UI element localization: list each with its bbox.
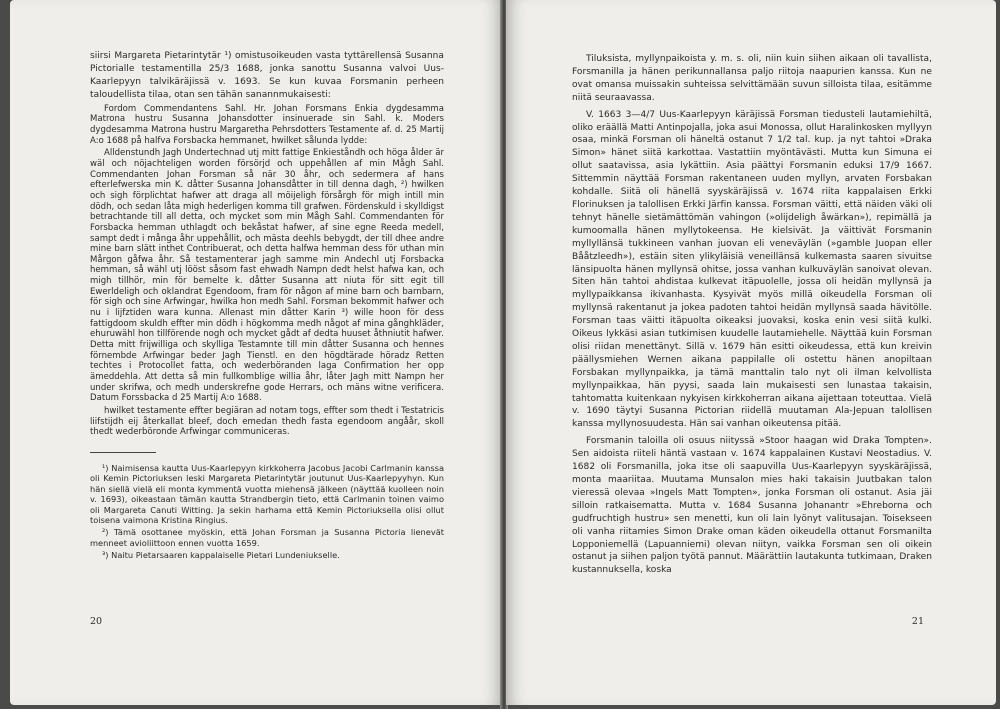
footnote-2: ²) Tämä osottanee myöskin, että Johan Forsman ja Susanna Pictoria lienevät menneet avioliittoon ennen vuotta 1659. — [90, 527, 444, 548]
right-paragraph-1: Tiluksista, myllynpaikoista y. m. s. oli, niin kuin siihen aikaan oli tavallista, Forsmanilla ja hänen perikunnallansa paljo riitoja naapurien kanssa. Kun ne ovat omansa muissakin suhteissa selvittämään suvun silloista tilaa, esitämme niitä seuraavassa. — [572, 54, 932, 103]
footnote-divider — [90, 452, 156, 453]
testament-heading-quote: Fordom Commendantens Sahl. Hr. Johan Forsmans Enkia dygdesamma Matrona hustru Susanna Johansdotter insinuerade sin Sahl. k. Moders dygdesamma Matrona hustru Margaretha Pehrsdotters Testamente af. d. 25 Martij A:o 1688 på halfva Forsbacka hemmanet, hwilket sålunda lydde: — [90, 103, 444, 146]
footnote-1: ¹) Naimisensa kautta Uus-Kaarlepyyn kirkkoherra Jacobus Jacobi Carlmanin kanssa oli Kemin Pictoriuksen leski Margareta Pietarintytär joutunut Uus-Kaarlepyyhyn. Kun hän siellä vielä eli monta kymmentä vuotta miehensä jälkeen (näyttää kuolleen noin v. 1693), oikeastaan tämän kautta Strandbergin tieto, että Carlmanin toinen vaimo oli Margareta Canuti Witting. Ja sekin harhama että Kemin Pictoriuksella olisi ollut toisena vaimona Kristina Ringius. — [90, 462, 444, 525]
page-number-right: 21 — [911, 616, 924, 627]
left-intro-paragraph: siirsi Margareta Pietarintytär ¹) omistusoikeuden vasta tyttärellensä Susanna Pictorialle testamentilla 25/3 1688, jonka sanottu Susanna valvoi Uus-Kaarlepyyn talvikäräjissä v. 1693. Se kun kuvaa Forsmanin perheen taloudellista tilaa, otan sen tähän sanannmukaisesti: — [90, 51, 444, 100]
page-number-left: 20 — [90, 616, 103, 627]
right-page-text — [572, 53, 932, 577]
testament-body-quote: Alldenstundh Jagh Undertechnad utj mitt fattige Enkieståndh och höga ålder är wäl och nöjachteligen worden försörjd och uppehållen af min Mågh Sahl. Commendanten Johan Forsman så när 30 åhr, och sedermera af hans efterlefwerska min K. dåtter Susanna Johansdåtter in till denna dagh, ²) hwilken och sigh förplichtat hafwer att draga all möijeligh försårgh för migh intill min dödh, och sedan låta migh hederligen komma till grafwen. Fördenskuld i skylldigst betrachtande till all detta, och mycket som min Mågh Sahl. Commendanten för Forsbacka hemman uthlagdt och bekåstat hafwer, af sine egne Reeda medell, sampt dedt i många åhr uppehållit, och mästa deehls bebygdt, der till dhee andre mine barn slätt inthet Contribuerat, och detta halfwa hemman dess för uthan min Mårgon gåfwa åhr. Så testamenterar jagh samme min Andechl utj Forsbacka hemman, så wähl utj lööst såsom fast ehwadh Nampn dedt helst hafwa kan, och migh tillhör, min för bemelte k. dåtter Susanna att niuta för sitt egit till Ewerldeligh och oklandrat Egendoom, fram för någon af mine barn och barnbarn, för sigh och sine Arfwingar, hwilka hon medh Sahl. Forsman bekommit hafwer och nu i lijfztiden wara kunna. Allenast min dåtter Karin ³) wille hoon för dess fattigdoom skuldh effter min dödh i högkomma medh något af mina gånghkläder, ehuruwähl hon tillförende nogh och mycket gådt af dedta huuset åthniutit hafwer. Detta mitt frijwilliga och skylliga Testamnte till min dåtter Susanna och hennes förnembde Arfwingar beder Jagh Tienstl. en den högdtärade höradz Retten techtes i Protocollet fatta, och wederböranden laga Confirmation her opp ämeddehla. Att detta så min fullkomblige willia åhr, låter Jagh mitt Nampn her under skrifwa, och medh underskrefne gode Herrars, och mäns witne verificera. Datum Forssbacka d 25 Martij A:o 1688. — [90, 148, 444, 404]
left-page — [10, 0, 502, 705]
right-paragraph-3: Forsmanin taloilla oli osuus niityssä »Stoor haagan wid Draka Tompten». Sen aidoista riiteli häntä vastaan v. 1674 kappalainen Kustavi Neostadius. V. 1682 oli Forsmanilla, joka itse oli saapuvilla Uus-Kaarlepyyn syyskäräjissä, monta maariitaa. Muutama Munsalon mies haki takaisin Juutbakan talon vieressä olevaa »Ingels Matt Tompten», jonka Forsman oli ostanut. Asia jäi silloin ratkaisematta. Mutta v. 1684 Susanna Johanantr »Ehreborna och gudfruchtigh hustru» sen menetti, kun oli lain lyönyt valitusajan. Toisekseen oli vanha riitamies Simon Drake oman käden oikeudella ottanut Forsmanilta Lopponiemellä (Lapuanniemi) olevan niityn, vaikka Forsman sen oli oikein ostanut ja siihen paljon työtä pannut. Määrättiin lautakunta tutkimaan, Draken kustannuksella, koska — [572, 436, 932, 576]
left-page-text — [90, 50, 444, 561]
testament-closing-quote: hwilket testamente effter begiäran ad notam togs, effter som thedt i Testatricis liifstijdh eij återkallat bleef, doch emedan thedh fasta egendoom angåår, skoll thedt wederböronde Arfwingar communiceras. — [90, 406, 444, 438]
right-paragraph-2: V. 1663 3—4/7 Uus-Kaarlepyyn käräjissä Forsman tiedusteli lautamiehiltä, oliko eräällä Matti Antinpojalla, joka asui Monossa, ollut Haralinkosken myllyyn osaa, minkä Forsman oli häneltä ostanut 7 1/2 tal. kup. ja nyt tahtoi »Draka Simon» hänet siitä karkottaa. Vastattiin myöntävästi. Mutta kun Simuna ei ollut saatavissa, asia lykättiin. Asia päättyi Forsmanin eduksi 17/9 1667. Sittemmin näyttää Forsman rakentaneen uuden myllyn, arvaten Forsbakan kohdalle. Siitä oli hänellä syyskäräjissä v. 1674 riita kappalaisen Erkki Florinuksen ja talollisen Erkki Järfin kanssa. Forsman väitti, että näiden väki oli tehnyt hänelle sietämättömän vahingon (»olijdeligh åwärkan»), repimällä ja kumoomalla hänen myllytokeensa. He kielsivät. Ja väittivät Forsmanin myllyllänsä tukkineen vanhan juovan eli veneväylän (»gamble Juopan eller Bååtzleedh»), estäin siten ylikyläisiä veneillänsä kulkemasta saaren sivuitse länsipuolta hänen myllynsä ohitse, jossa vanhan kulkuväylän sanoivat olevan. Siten hän tahtoi ahdistaa kulkevat itäpuolelle, jossa oli heidän myllynsä ja myllypaikkansa ikivanhasta. Kysyivät myös millä oikeudella Forsman oli myllynsä rakentanut ja jokea padoten tahtoi heidän myllynsä saada hävitölle. Forsman taas väitti itäpuolta oikeaksi juovaksi, koska enin vesi siitä kulki. Oikeus lykkäsi asian tutkimisen kuudelle lautamiehelle. Näyttää kuin Forsman olisi riidan menettänyt. Sillä v. 1679 hän esitti oikeudessa, että kun kreivin päällysmiehen Wernen aikana pappilalle oli ostettu hänen anopiltaan Forsbakan myllynpaikka, ja tämä manttalin talo nyt oli ilman kelvollista myllynpaikkaa, hän pyysi, saada lain mukaisesti sen lunastaa takaisin, tahtomatta kuitenkaan nykyisen kirkkoherran aikana aijettaan toteuttaa. Vielä v. 1690 täytyi Susanna Pictorian riidellä muutaman Ala-Jepuan talollisen kanssa myllynosuudesta. Hän sai vanhan oikeutensa pitää. — [572, 109, 932, 430]
footnote-3: ³) Naitu Pietarsaaren kappalaiselle Pietari Lundeniukselle. — [102, 550, 340, 561]
right-page — [506, 0, 996, 705]
